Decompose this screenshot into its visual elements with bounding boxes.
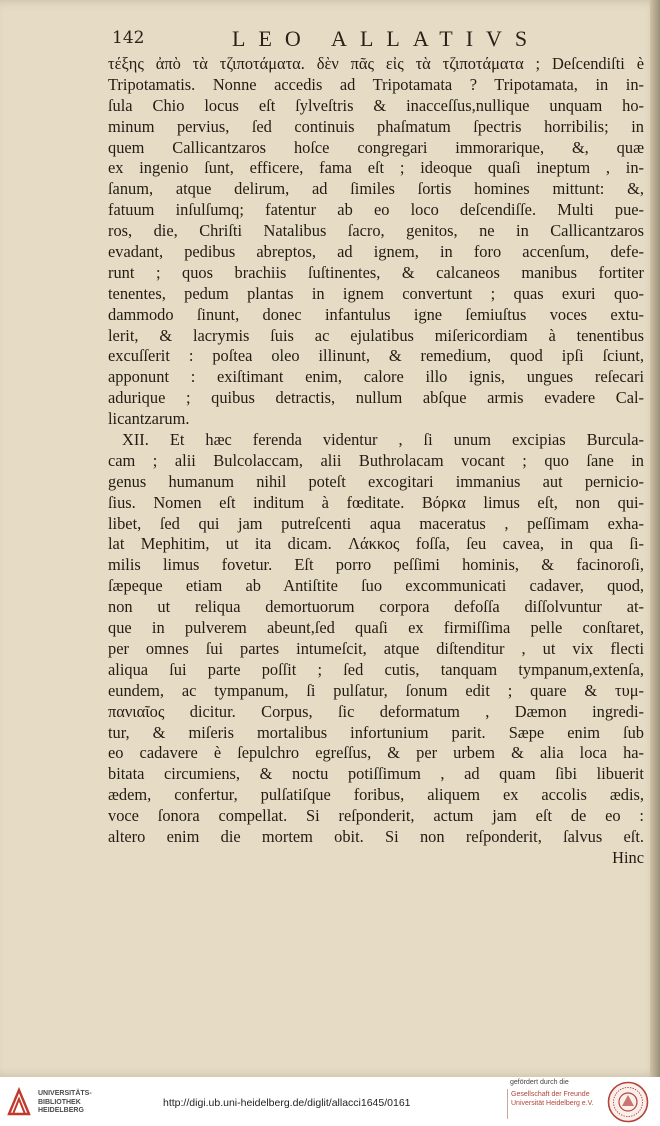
- text-line: altero enim die mortem obit. Si non reſponderit, ſalvus eſt.: [108, 826, 644, 846]
- text-line: eundem, ac tympanum, ſi pulſatur, ſonum edit ; quare & τυμ-: [108, 680, 644, 700]
- sponsor-label: gefördert durch die: [510, 1079, 569, 1086]
- text-line: ſæpeque etiam ab Antiſtite ſuo excommunicati cadaver, quod,: [108, 576, 644, 596]
- text-line: genus humanum nihil poteſt excogitari immanius aut pernicio-: [108, 471, 644, 491]
- library-name-line: UNIVERSITÄTS-: [38, 1090, 92, 1097]
- text-line: ſula Chio locus eſt ſylveſtris & inacceſſus,nullique unquam ho-: [108, 95, 644, 115]
- sponsor-name-line: Gesellschaft der Freunde: [511, 1091, 590, 1098]
- text-line: lat Mephitim, ut ita dicam. Λάκκος foſſa, ſeu cavea, in qua ſi-: [108, 534, 644, 554]
- text-line: eo cadavere è ſepulchro egreſſus, & per urbem & alia loca ha-: [108, 743, 644, 763]
- text-line: libet, ſed qui jam putreſcenti aqua maceratus , peſſimam exha-: [108, 513, 644, 533]
- catchword: Hinc: [612, 847, 644, 867]
- text-line: ros, die, Chriſti Natalibus ſacro, genitos, ne in Callicantzaros: [108, 221, 644, 241]
- text-line: ſanum, atque delirum, ad ſimiles ſortis homines mittunt: &,: [108, 179, 644, 199]
- text-line: apponunt : exiſtimant enim, calore illo ignis, ungues reſecari: [108, 367, 644, 387]
- text-line: tenentes, pedum plantas in ignem convertunt ; quas exuri quo-: [108, 283, 644, 303]
- page-edge: [650, 0, 660, 1077]
- text-line: cam ; alii Bulcolaccam, alii Buthrolacam vocant ; quo ſane in: [108, 450, 644, 470]
- text-line: voce ſonora compellat. Si reſponderit, actum jam eſt de eo :: [108, 806, 644, 826]
- body-text: [108, 54, 644, 869]
- text-line: ſius. Nomen eſt inditum à fœditate. Βόρκα limus eſt, non qui-: [108, 492, 644, 512]
- text-line: milis limus fovetur. Eſt porro peſſimi hominis, & facinoroſi,: [108, 555, 644, 575]
- library-name: [38, 1090, 92, 1116]
- viewer-footer: [0, 1077, 660, 1126]
- text-line: τέξης ἀπὸ τὰ τζιποτάματα. δὲν πᾶς εἰς τὰ τζιποτάματα ; Deſcendiſti è: [108, 54, 644, 73]
- text-line: dammodo ſinunt, donec infantulus igne ſemiuſtus voces extu-: [108, 304, 644, 324]
- text-line: evadant, pedibus abreptos, ad ignem, in foro accenſum, defe-: [108, 242, 644, 262]
- text-line: ex ingenio ſunt, efficere, fama eſt ; ideoque quaſi ineptum , in-: [108, 158, 644, 178]
- sponsor-divider: [507, 1089, 508, 1119]
- text-line: quem Callicantzaros hoſce congregari immorarique, &, quæ: [108, 137, 644, 157]
- text-line: bitata circumiens, & noctu potiſſimum , ad quam ſibi libuerit: [108, 764, 644, 784]
- library-logo-icon: [6, 1087, 32, 1117]
- university-seal-icon: [607, 1081, 649, 1123]
- sponsor-name: [511, 1091, 594, 1108]
- text-line: fatuum inſulſumq; fatentur ab eo loco deſcendiſſe. Multi pue-: [108, 200, 644, 220]
- running-head: LEO ALLATIVS: [232, 26, 541, 51]
- text-line: que in pulverem abeunt,ſed quaſi ex firmiſſima pelle conſtaret,: [108, 618, 644, 638]
- text-line: πανιαῖος dicitur. Corpus, ſic deformatum , Dæmon ingredi-: [108, 701, 644, 721]
- text-line: minum pervius, ſed continuis phaſmatum ſpectris horribilis; in: [108, 116, 644, 136]
- sponsor-name-line: Universität Heidelberg e.V.: [511, 1099, 594, 1107]
- text-line: excuſſerit : poſtea oleo illinunt, & remedium, quod ipſi ſciunt,: [108, 346, 644, 366]
- page-header: [112, 28, 652, 54]
- text-line: Tripotamatis. Nonne accedis ad Tripotamata ? Tripotamata, in in-: [108, 74, 644, 94]
- text-line: per omnes ſui partes intumeſcit, atque diſtenditur , ut vix flecti: [108, 638, 644, 658]
- text-line: lerit, & lacrymis ſuis ac ejulatibus miſericordiam à tenentibus: [108, 325, 644, 345]
- section-heading-line: XII. Et hæc ferenda videntur , ſi unum excipias Burcula-: [122, 430, 644, 450]
- text-line: licantzarum.: [108, 409, 190, 429]
- library-name-line: HEIDELBERG: [38, 1107, 84, 1114]
- text-line: runt ; quos brachiis ſuſtinentes, & calcaneos manibus fortiter: [108, 262, 644, 282]
- source-url-link[interactable]: http://digi.ub.uni-heidelberg.de/diglit/allacci1645/0161: [163, 1097, 411, 1109]
- text-line: non ut reliqua demortuorum corpora defoſſa diſſolvuntur at-: [108, 597, 644, 617]
- text-line: ædem, confertur, pulſatiſque foribus, aliquem ex accolis ædis,: [108, 785, 644, 805]
- page-number: 142: [112, 28, 145, 48]
- text-line: adurique ; quibus detractis, nullum abſque armis evadere Cal-: [108, 388, 644, 408]
- text-line: aliqua ſui parte poſſit ; ſed cutis, tanquam tympanum,extenſa,: [108, 659, 644, 679]
- library-name-line: BIBLIOTHEK: [38, 1098, 81, 1106]
- text-line: tur, & miſeris mortalibus infortunium parit. Sæpe enim ſub: [108, 722, 644, 742]
